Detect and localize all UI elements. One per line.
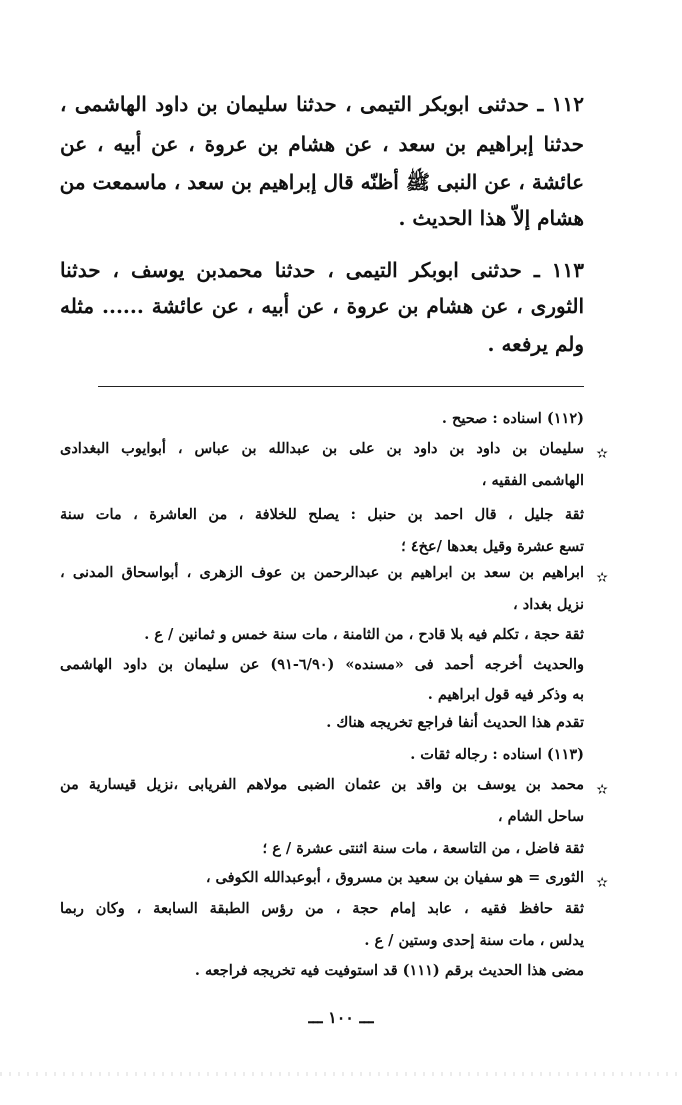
note-113-p2-line-3: يدلس ، مات سنة إحدى وستين / ع . <box>364 932 584 949</box>
note-113-p2-line-4: مضى هذا الحديث برقم (١١١) قد استوفيت فيه تخريجه فراجعه . <box>194 962 584 979</box>
note-113-p1-line-1: محمد بن يوسف بن واقد بن عثمان الضبى مولاهم الفريابى ،نزيل قيسارية من <box>60 776 584 793</box>
note-112-p2-line-2: نزيل بغداد ، <box>513 596 584 613</box>
note-112-p1-line-4: تسع عشرة وقيل بعدها /عخ٤ ؛ <box>401 538 584 555</box>
hadith-112-line-3: عائشة ، عن النبى ﷺ أظنّه قال إبراهيم بن سعد ، ماسمعت من <box>59 170 584 194</box>
note-112-p1-line-2: الهاشمى الفقيه ، <box>481 472 584 489</box>
note-112-p2-line-5: به وذكر فيه قول ابراهيم . <box>427 686 584 703</box>
note-112-p2-line-4: والحديث أخرجه أحمد فى «مسنده» (٦/٩٠-٩١) عن سليمان بن داود الهاشمى <box>60 656 584 673</box>
star-icon: ✫ <box>596 446 608 462</box>
hadith-113-line-1: ١١٣ ـ حدثنى ابوبكر التيمى ، حدثنا محمدبن يوسف ، حدثنا <box>60 258 584 282</box>
note-112-p1-line-1: سليمان بن داود بن داود بن على بن عبدالله بن عباس ، أبوايوب البغدادى <box>60 440 584 457</box>
hadith-113-line-2: الثورى ، عن هشام بن عروة ، عن أبيه ، عن عائشة ...... مثله <box>60 294 584 318</box>
note-112-heading: (١١٢) اسناده : صحيح . <box>441 410 584 427</box>
scan-artifact <box>0 1072 682 1076</box>
note-112-p1-line-3: ثقة جليل ، قال احمد بن حنبل : يصلح للخلافة ، من العاشرة ، مات سنة <box>60 506 584 523</box>
star-icon: ✫ <box>596 570 608 586</box>
hadith-112-line-2: حدثنا إبراهيم بن سعد ، عن هشام بن عروة ، عن أبيه ، عن <box>60 132 585 156</box>
note-112-p2-line-1: ابراهيم بن سعد بن ابراهيم بن عبدالرحمن بن عوف الزهرى ، أبواسحاق المدنى ، <box>60 564 584 581</box>
footnote-separator <box>98 386 584 387</box>
hadith-112-line-1: ١١٢ ـ حدثنى ابوبكر التيمى ، حدثنا سليمان بن داود الهاشمى ، <box>60 92 584 116</box>
note-113-p2-line-1: الثورى = هو سفيان بن سعيد بن مسروق ، أبوعبدالله الكوفى ، <box>205 869 584 886</box>
note-112-p2-line-3: ثقة حجة ، تكلم فيه بلا قادح ، من الثامنة ، مات سنة خمس و ثمانين / ع . <box>144 626 584 643</box>
page-number: ـــ ١٠٠ ـــ <box>308 1008 374 1027</box>
star-icon: ✫ <box>596 782 608 798</box>
note-113-heading: (١١٣) اسناده : رجاله ثقات . <box>410 746 584 763</box>
star-icon: ✫ <box>596 875 608 891</box>
hadith-113-line-3: ولم يرفعه . <box>487 332 584 356</box>
note-113-p1-line-3: ثقة فاضل ، من التاسعة ، مات سنة اثنتى عشرة / ع ؛ <box>262 840 584 857</box>
note-113-p1-line-2: ساحل الشام ، <box>497 808 584 825</box>
note-113-p2-line-2: ثقة حافظ فقيه ، عابد إمام حجة ، من رؤس الطبقة السابعة ، وكان ربما <box>60 900 584 917</box>
note-112-p2-line-6: تقدم هذا الحديث أنفا فراجع تخريجه هناك . <box>326 714 584 731</box>
hadith-112-line-4: هشام إلاّ هذا الحديث . <box>398 206 584 230</box>
